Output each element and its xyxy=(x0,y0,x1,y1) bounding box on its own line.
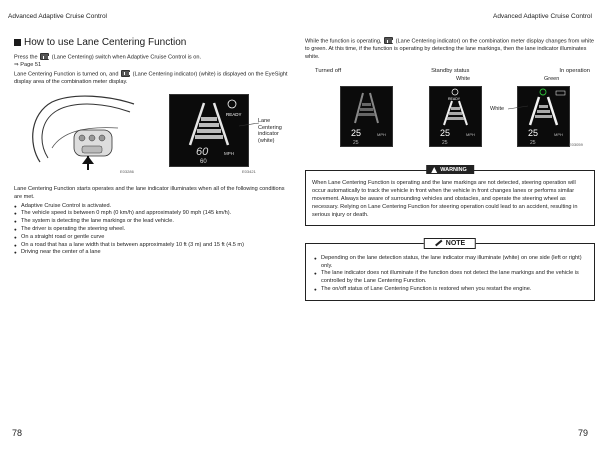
list-item: ● The on/off status of Lane Centering Function is restored when you restart the engine. xyxy=(314,286,586,294)
steering-wheel-illustration xyxy=(22,92,142,170)
meter-1-set-speed: 25 xyxy=(351,128,362,139)
conditions-intro: Lane Centering Function starts operates and the lane indicator illuminates when all of the following conditions are met. xyxy=(14,186,285,200)
list-item: ● The driver is operating the steering wheel. xyxy=(14,226,294,234)
running-header-left: Advanced Adaptive Cruise Control xyxy=(8,13,108,20)
status-meters-figure xyxy=(305,86,595,156)
lane-centering-indicator-icon xyxy=(121,70,130,77)
note-header xyxy=(424,238,476,249)
callout-line-2: Centering xyxy=(258,124,282,131)
callout-line-4: (white) xyxy=(258,137,275,144)
intro-line2-prefix: Lane Centering Function is turned on, and xyxy=(14,71,119,78)
note-box xyxy=(305,239,595,301)
meter-unit: MPH xyxy=(224,151,234,157)
warning-triangle-icon xyxy=(431,167,437,173)
left-page xyxy=(14,37,294,257)
callout-line-1: Lane xyxy=(258,118,271,125)
meter-speed-small: 60 xyxy=(200,159,207,166)
meter-standby xyxy=(429,86,482,147)
section-title xyxy=(14,37,294,48)
section-title-text: How to use Lane Centering Function xyxy=(24,37,187,48)
meter-turned-off xyxy=(340,86,393,147)
list-item: ● The lane indicator does not illuminate if the function does not detect the lane markings and the vehicle is controlled by the Lane Centering Function. xyxy=(314,270,586,286)
list-item: ● Depending on the lane detection status, the lane indicator may illuminate (white) on one side (left or right) only. xyxy=(314,255,586,271)
meter-lane-graphic xyxy=(170,95,248,166)
warning-header xyxy=(426,165,474,174)
intro-press-prefix: Press the xyxy=(14,54,38,61)
switch-and-meter-figure xyxy=(14,92,294,174)
status-label-operation: In operation xyxy=(559,68,590,75)
warning-body: When Lane Centering Function is operating and the lane markings are not detected, steering operation will occur automatically to track the vehicle in front when the vehicle in front changes lanes or performs similar movement. Always be aware of surrounding vehicles and obstacles, and operate the steering wheel as necessary. Relying on Lane Centering Function for steering operation could lead to an accident, resulting in serious injury or death. xyxy=(312,180,578,218)
meter-2-unit: MPH xyxy=(466,132,475,138)
warning-box xyxy=(305,166,595,226)
operation-color-label: Green xyxy=(544,76,560,83)
section-square-icon xyxy=(14,39,21,46)
meter-3-speed: 25 xyxy=(530,140,536,147)
page-number-left: 78 xyxy=(12,428,23,438)
standby-color-label: White xyxy=(456,76,471,83)
list-item: ● Adaptive Cruise Control is activated. xyxy=(14,203,294,211)
note-title: NOTE xyxy=(445,239,466,247)
page-number-right: 79 xyxy=(577,428,588,438)
meter-off-graphic xyxy=(341,87,392,146)
lane-centering-switch-icon xyxy=(40,53,49,60)
right-intro-suffix: (Lane Centering indicator) on the combination meter display changes from white to green. At this time, if the function is operating by detecting the lane markings, then the lane indicator illuminates white. xyxy=(305,38,594,60)
list-item: ● Driving near the center of a lane xyxy=(14,249,294,257)
right-intro-paragraph xyxy=(305,37,595,61)
lane-indicator-callout xyxy=(258,118,282,144)
meter-in-operation xyxy=(517,86,570,147)
intro-line2-suffix: (Lane Centering indicator) (white) is displayed on the EyeSight display area of the combination meter display. xyxy=(14,71,288,85)
intro-press-suffix: (Lane Centering) switch when Adaptive Cruise Control is on. xyxy=(51,54,202,61)
meter-status-text: READY xyxy=(226,112,242,118)
white-label-leader xyxy=(508,104,530,112)
combination-meter-display xyxy=(169,94,249,167)
right-intro-prefix: While the function is operating, xyxy=(305,38,382,45)
meter-2-status: READY xyxy=(448,97,461,102)
list-item: ● The system is detecting the lane markings or the lead vehicle. xyxy=(14,218,294,226)
intro-paragraph-2 xyxy=(14,70,294,87)
note-list xyxy=(314,255,586,294)
meter-3-set-speed: 25 xyxy=(528,128,539,139)
intro-paragraph-1 xyxy=(14,53,294,62)
status-label-standby: Standby status xyxy=(431,68,470,75)
meter-speed: 60 xyxy=(196,146,209,159)
meter-2-set-speed: 25 xyxy=(440,128,451,139)
meter-standby-graphic xyxy=(430,87,481,146)
conditions-list xyxy=(14,203,294,258)
list-item: ● On a road that has a lane width that is between approximately 10 ft (3 m) and 15 ft (4.5 m) xyxy=(14,242,294,250)
page-reference[interactable]: ⇒ Page 51 xyxy=(14,62,42,69)
warning-title: WARNING xyxy=(440,166,467,173)
meter-3-unit: MPH xyxy=(554,132,563,138)
figure-id-left: E03286 xyxy=(120,169,134,175)
lane-centering-indicator-icon xyxy=(384,37,393,44)
figure-id-right: E03421 xyxy=(242,169,256,175)
meter-1-speed: 25 xyxy=(353,140,359,147)
running-header-right: Advanced Adaptive Cruise Control xyxy=(492,13,592,20)
meter-1-unit: MPH xyxy=(377,132,386,138)
list-item: ● The vehicle speed is between 0 mph (0 km/h) and approximately 90 mph (145 km/h). xyxy=(14,210,294,218)
figure-id: E03059 xyxy=(569,142,583,148)
color-labels-row xyxy=(305,74,595,84)
status-label-off: Turned off xyxy=(315,68,342,75)
callout-line-3: indicator xyxy=(258,131,279,138)
side-white-label: White xyxy=(490,106,505,113)
list-item: ● On a straight road or gentle curve xyxy=(14,234,294,242)
meter-2-speed: 25 xyxy=(442,140,448,147)
pencil-icon xyxy=(435,240,442,247)
right-page xyxy=(305,37,595,301)
meter-operation-graphic xyxy=(518,87,569,146)
